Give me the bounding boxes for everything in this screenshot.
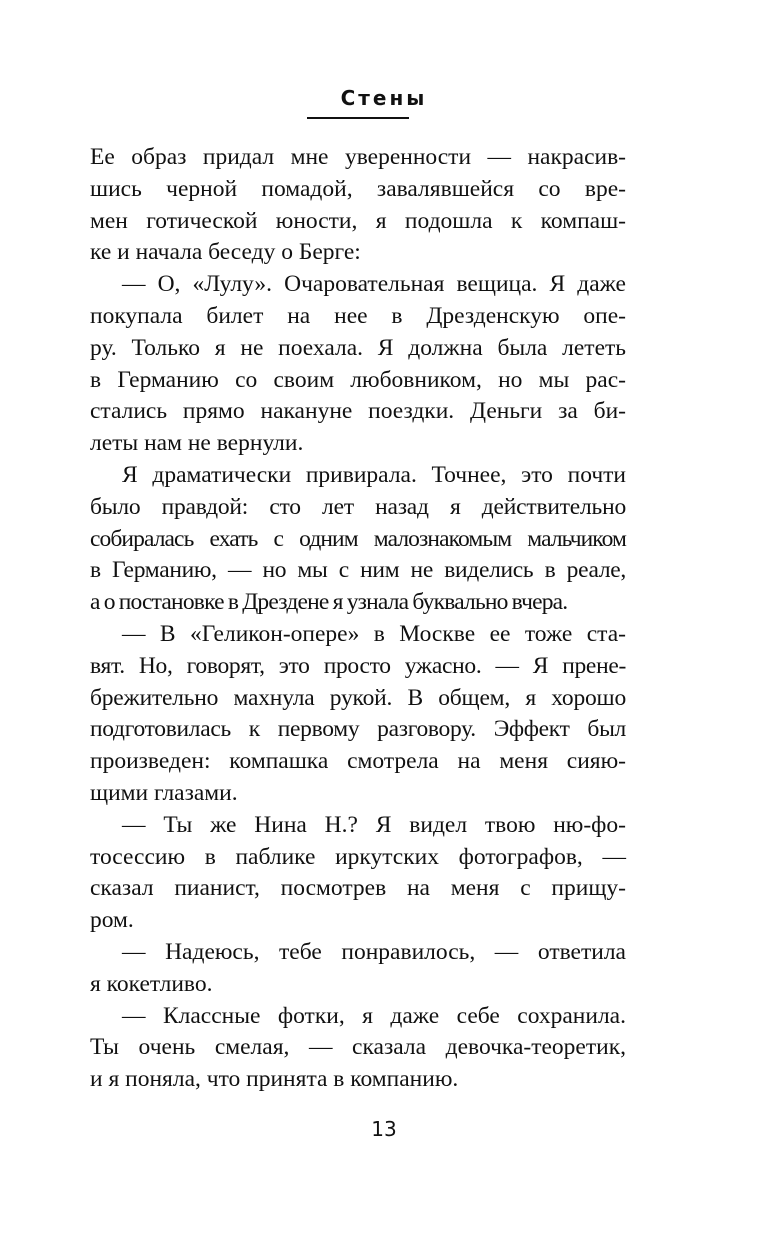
text-line: в Германию со своим любовником, но мы рас- <box>90 366 626 393</box>
text-line: — Ты же Нина Н.? Я видел твою ню-фо- <box>122 811 626 838</box>
text-line: произведен: компашка смотрела на меня сияю- <box>90 748 626 775</box>
text-line: тосессию в паблике иркутских фотографов, — <box>90 843 626 870</box>
text-line: брежительно махнула рукой. В общем, я хорошо <box>90 684 626 711</box>
header-rule <box>307 117 409 119</box>
text-line: стались прямо накануне поездки. Деньги за би- <box>90 398 626 425</box>
text-line: — В «Геликон-опере» в Москве ее тоже ста- <box>122 620 626 647</box>
running-header <box>0 84 768 112</box>
text-line: ке и начала беседу о Берге: <box>90 239 361 266</box>
text-line: я кокетливо. <box>90 970 213 997</box>
text-line: Ты очень смелая, — сказала девочка-теоретик, <box>90 1034 626 1061</box>
body-text <box>90 142 626 1096</box>
text-line: Ее образ придал мне уверенности — накрасив- <box>90 144 626 170</box>
text-line: ру. Только я не поехала. Я должна была лететь <box>90 334 626 361</box>
text-line: леты нам не вернули. <box>90 430 304 457</box>
text-line: — Надеюсь, тебе понравилось, — ответила <box>122 938 626 965</box>
text-line: вят. Но, говорят, это просто ужасно. — Я прене- <box>90 652 626 679</box>
text-line: щими глазами. <box>90 779 238 806</box>
page-number: 13 <box>371 1117 397 1141</box>
running-title: Стены <box>340 86 428 110</box>
text-line: шись черной помадой, завалявшейся со вре- <box>90 175 626 202</box>
text-line: подготовилась к первому разговору. Эффект был <box>90 716 626 743</box>
paragraph <box>90 937 626 1001</box>
text-line: в Германию, — но мы с ним не виделись в реале, <box>90 557 626 584</box>
text-line: ром. <box>90 907 134 934</box>
paragraph <box>90 142 626 269</box>
text-line: собиралась ехать с одним малознакомым мальчиком <box>90 525 626 552</box>
text-line: Я драматически привирала. Точнее, это почти <box>122 461 626 488</box>
text-line: — О, «Лулу». Очаровательная вещица. Я даже <box>122 271 626 298</box>
paragraph <box>90 269 626 460</box>
paragraph <box>90 460 626 619</box>
paragraph <box>90 1001 626 1096</box>
text-line: мен готической юности, я подошла к компаш- <box>90 207 626 234</box>
text-line: — Классные фотки, я даже себе сохранила. <box>122 1002 626 1029</box>
paragraph <box>90 619 626 810</box>
text-line: было правдой: сто лет назад я действительно <box>90 493 626 520</box>
text-line: сказал пианист, посмотрев на меня с прищу- <box>90 875 626 902</box>
text-line: и я поняла, что принята в компанию. <box>90 1066 459 1093</box>
paragraph <box>90 810 626 937</box>
text-line: покупала билет на нее в Дрезденскую опе- <box>90 302 626 329</box>
text-line: а о постановке в Дрездене я узнала буквально вчера. <box>90 589 568 616</box>
